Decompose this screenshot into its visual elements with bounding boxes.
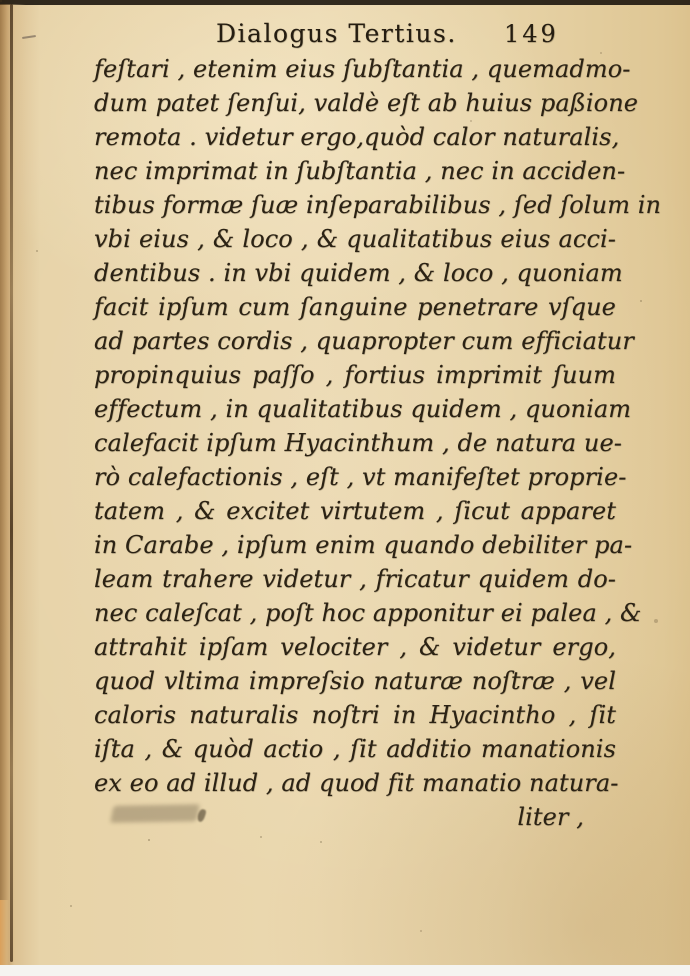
running-title: Dialogus Tertius. [216, 19, 457, 48]
text-line: ex eo ad illud , ad quod fit manatio natura- [94, 769, 619, 797]
text-line: feſtari , etenim eius ſubſtantia , quemadmo- [94, 55, 631, 83]
text-line: leam trahere videtur , fricatur quidem do- [94, 565, 616, 593]
body-text-block [94, 52, 662, 834]
paper-specks [0, 0, 2, 2]
ink-bleedthrough-smudge [110, 804, 200, 822]
text-line: ad partes cordis , quapropter cum efficiatur [94, 327, 634, 355]
text-line: attrahit ipſam velociter , & videtur ergo, [94, 633, 616, 661]
text-line: rò calefactionis , eſt , vt manifeſtet proprie- [94, 463, 627, 491]
binding-gutter-shadow [0, 4, 26, 966]
scan-top-edge [0, 0, 690, 5]
binding-crease-line [10, 4, 13, 962]
text-line: propinquius paſſo , fortius imprimit ſuum [94, 361, 616, 389]
text-line: tatem , & excitet virtutem , ſicut apparet [94, 497, 616, 525]
text-line: vbi eius , & loco , & qualitatibus eius acci- [94, 225, 616, 253]
text-line: dentibus . in vbi quidem , & loco , quoniam [94, 259, 623, 287]
text-line: caloris naturalis noſtri in Hyacintho , ſit [94, 701, 616, 729]
page-number: 149 [504, 20, 559, 48]
text-line: effectum , in qualitatibus quidem , quoniam [94, 395, 632, 423]
text-line: tibus formæ ſuæ inſeparabilibus , ſed ſolum in [94, 191, 662, 219]
text-line: iſta , & quòd actio , ſit additio manationis [94, 735, 616, 763]
text-line: facit ipſum cum ſanguine penetrare vſque [94, 293, 616, 321]
text-line: nec imprimat in ſubſtantia , nec in acciden- [94, 157, 626, 185]
page-edge-highlight [0, 900, 10, 970]
running-header [0, 19, 690, 53]
text-line: quod vltima impreſsio naturæ noſtræ , vel [94, 667, 616, 695]
text-line: nec caleſcat , poſt hoc apponitur ei palea , & [94, 599, 642, 627]
text-line: remota . videtur ergo,quòd calor naturalis, [94, 123, 620, 151]
catchword-line: liter , [517, 803, 584, 831]
text-line: in Carabe , ipſum enim quando debiliter pa- [94, 531, 633, 559]
scanner-bottom-strip [0, 965, 690, 976]
text-line: dum patet ſenſui, valdè eſt ab huius paßione [94, 89, 639, 117]
text-line: calefacit ipſum Hyacinthum , de natura ue- [94, 429, 622, 457]
